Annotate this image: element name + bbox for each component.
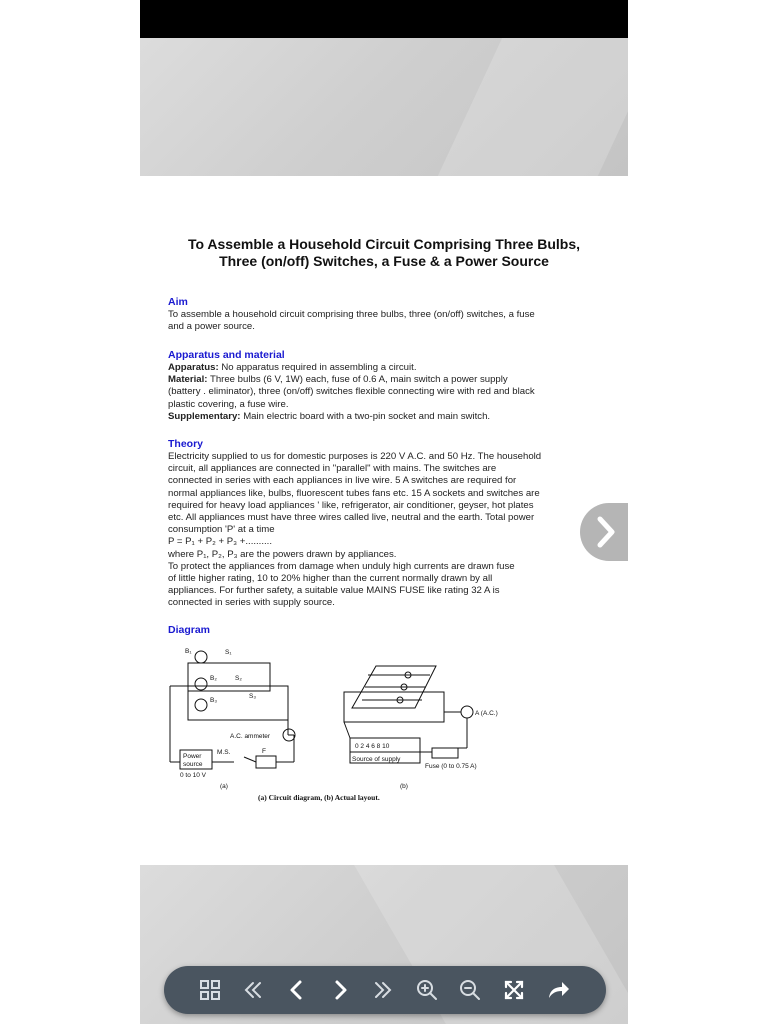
aim-heading: Aim xyxy=(168,296,188,308)
label-ms: M.S. xyxy=(217,749,231,756)
viewer-toolbar xyxy=(164,966,606,1014)
label-b1: B₁ xyxy=(185,648,192,655)
page-title: To Assemble a Household Circuit Comprising Three Bulbs, Three (on/off) Switches, a Fuse & a Power Source xyxy=(187,236,581,269)
label-ac: A (A.C.) xyxy=(475,710,498,717)
last-page-icon[interactable] xyxy=(365,972,401,1008)
zoom-in-icon[interactable] xyxy=(409,972,445,1008)
circuit-diagram xyxy=(160,642,610,802)
prev-page-icon[interactable] xyxy=(279,972,315,1008)
label-f: F xyxy=(262,748,266,755)
label-s1: S₁ xyxy=(225,649,232,656)
label-b3: B₃ xyxy=(210,697,217,704)
zoom-out-icon[interactable] xyxy=(452,972,488,1008)
label-s2: S₂ xyxy=(235,675,242,682)
label-voltage: 0 to 10 V xyxy=(180,772,207,779)
label-b2: B₂ xyxy=(210,675,217,682)
chevron-right-icon xyxy=(580,503,628,561)
share-icon[interactable] xyxy=(540,972,576,1008)
document-viewer xyxy=(140,0,628,1024)
document-page xyxy=(140,176,628,865)
label-s3: S₃ xyxy=(249,693,256,700)
label-fuse: Fuse (0 to 0.75 A) xyxy=(425,763,477,770)
label-ammeter: A.C. ammeter xyxy=(230,733,271,740)
diagram-caption: (a) Circuit diagram, (b) Actual layout. xyxy=(258,793,380,802)
next-page-arrow[interactable] xyxy=(580,503,628,561)
aim-text: To assemble a household circuit comprising three bulbs, three (on/off) switches, a fuse and a power source. xyxy=(168,309,535,333)
fullscreen-icon[interactable] xyxy=(496,972,532,1008)
theory-text: Electricity supplied to us for domestic purposes is 220 V A.C. and 50 Hz. The household circuit, all appliances are connected in "parallel" with mains. The switches are connected in series with each appliances in live wire. 5 A switches are required for normal appliances like, bulbs, fluorescent tubes fans etc. 15 A sockets and switches are required for heavy load appliances ' like, refrigerator, air conditioner, geyser, hot plates etc. All appliances must have three wires called live, neutral and the earth. Total power consumption 'P' at a time P = P₁ + P₂ + P₃ +.......... where P₁, P₂, P₃ are the powers drawn by appliances. To protect the appliances from damage when unduly high currents are drawn fuse of little higher rating, 10 to 20% higher than the current normally drawn by all appliances. For further safety, a suitable value MAINS FUSE like rating 32 A is connected in series with supply source. xyxy=(168,451,542,609)
apparatus-text: Apparatus: No apparatus required in assembling a circuit. Material: Three bulbs (6 V, 1W) each, fuse of 0.6 A, main switch a power supply (battery . eliminator), three (on/off) switches flexible connecting wire with red and black plastic covering, a fuse wire. Supplementary: Main electric board with a two-pin socket and main switch. xyxy=(168,362,535,422)
first-page-icon[interactable] xyxy=(235,972,271,1008)
thumbnails-icon[interactable] xyxy=(192,972,228,1008)
label-source: source xyxy=(183,761,203,768)
label-a: (a) xyxy=(220,783,228,790)
label-dial: 0 2 4 6 8 10 xyxy=(355,743,390,750)
diagram-heading: Diagram xyxy=(168,624,211,636)
theory-heading: Theory xyxy=(168,438,204,450)
background-band-top xyxy=(140,38,628,176)
label-power: Power xyxy=(183,753,202,760)
next-page-icon[interactable] xyxy=(322,972,358,1008)
label-supply: Source of supply xyxy=(352,756,401,763)
label-b: (b) xyxy=(400,783,408,790)
apparatus-heading: Apparatus and material xyxy=(168,349,285,361)
top-bar xyxy=(140,0,628,38)
